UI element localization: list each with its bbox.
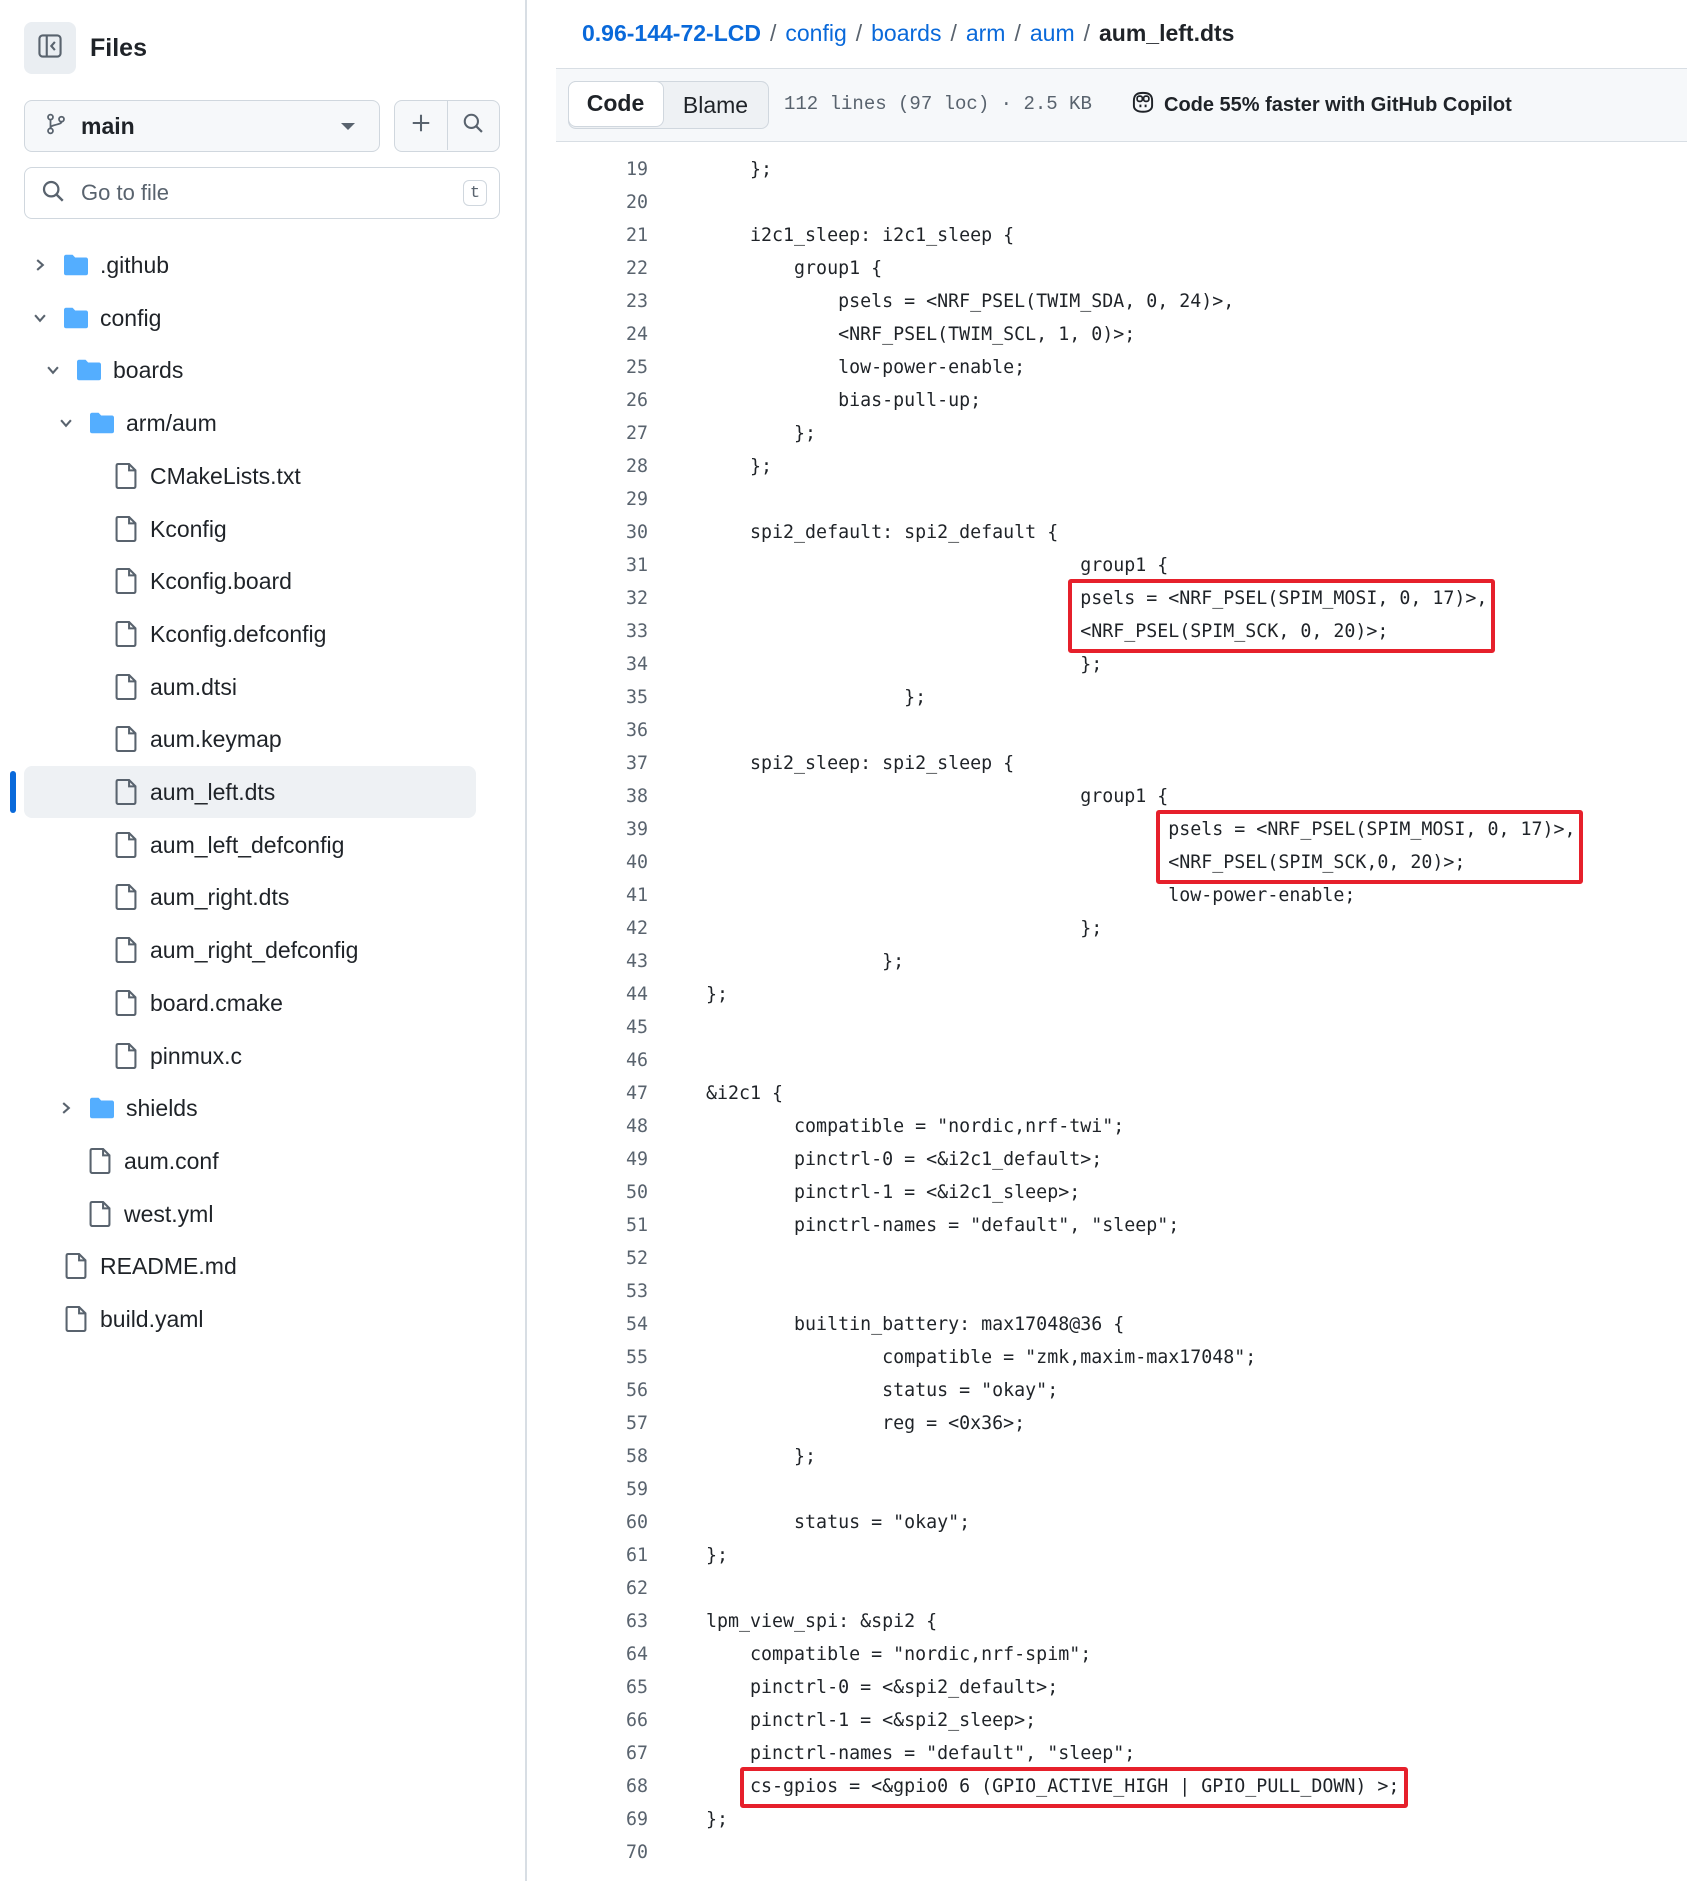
file-stats: 112 lines (97 loc) · 2.5 KB bbox=[784, 93, 1092, 115]
code-text: }; bbox=[706, 654, 1103, 675]
breadcrumb-link-arm[interactable]: arm bbox=[965, 19, 1006, 46]
code-line bbox=[556, 912, 1687, 945]
sidebar-title: Files bbox=[90, 33, 147, 62]
code-text: }; bbox=[706, 1809, 729, 1830]
code-line bbox=[556, 153, 1687, 186]
line-number[interactable]: 37 bbox=[625, 753, 648, 774]
tree-item-kconfig[interactable] bbox=[24, 503, 476, 555]
code-text: }; bbox=[706, 687, 927, 708]
code-line bbox=[556, 648, 1687, 681]
code-text: psels = <NRF_PSEL(SPIM_MOSI, 0, 17)>, bbox=[706, 588, 1488, 609]
tree-item-label: pinmux.c bbox=[150, 1042, 243, 1069]
line-number[interactable]: 69 bbox=[625, 1809, 648, 1830]
breadcrumb-separator: / bbox=[950, 19, 957, 46]
tree-item-boards[interactable] bbox=[24, 344, 476, 396]
code-text: pinctrl-1 = <&i2c1_sleep>; bbox=[706, 1182, 1081, 1203]
tree-item-label: aum.keymap bbox=[150, 726, 282, 753]
code-line bbox=[556, 714, 1687, 747]
tree-item-label: config bbox=[100, 304, 162, 331]
line-number[interactable]: 22 bbox=[625, 258, 648, 279]
tree-item-config[interactable] bbox=[24, 292, 476, 344]
breadcrumb-separator: / bbox=[769, 19, 777, 46]
line-number[interactable]: 31 bbox=[625, 555, 648, 576]
code-text: }; bbox=[706, 984, 729, 1005]
tree-item-arm-aum[interactable] bbox=[24, 397, 476, 449]
line-number[interactable]: 50 bbox=[625, 1182, 648, 1203]
chevron-down-icon[interactable] bbox=[30, 308, 50, 328]
file-icon bbox=[112, 778, 140, 806]
line-number[interactable]: 23 bbox=[625, 291, 648, 312]
code-view bbox=[556, 142, 1687, 1881]
search-icon bbox=[462, 112, 484, 139]
code-text: }; bbox=[706, 1545, 729, 1566]
line-number[interactable]: 67 bbox=[625, 1743, 648, 1764]
tree-item-shields[interactable] bbox=[24, 1082, 476, 1134]
add-file-button[interactable] bbox=[395, 101, 447, 150]
file-icon bbox=[112, 883, 140, 911]
line-number[interactable]: 62 bbox=[625, 1578, 648, 1599]
tree-item-aum-conf[interactable] bbox=[24, 1135, 476, 1187]
code-line bbox=[556, 945, 1687, 978]
line-number[interactable]: 29 bbox=[625, 489, 648, 510]
line-number[interactable]: 46 bbox=[625, 1050, 648, 1071]
file-icon bbox=[62, 1252, 90, 1280]
code-text: i2c1_sleep: i2c1_sleep { bbox=[706, 225, 1015, 246]
file-icon bbox=[112, 1042, 140, 1070]
code-line bbox=[556, 879, 1687, 912]
code-text: lpm_view_spi: &spi2 { bbox=[706, 1611, 938, 1632]
code-line bbox=[556, 1110, 1687, 1143]
breadcrumb-separator: / bbox=[855, 19, 863, 46]
line-number[interactable]: 39 bbox=[625, 819, 648, 840]
line-number[interactable]: 63 bbox=[625, 1611, 648, 1632]
code-line bbox=[556, 1341, 1687, 1374]
code-text: }; bbox=[706, 423, 817, 444]
code-line bbox=[556, 1671, 1687, 1704]
folder-icon bbox=[62, 251, 90, 279]
code-line bbox=[556, 219, 1687, 252]
line-number[interactable]: 21 bbox=[625, 225, 648, 246]
tree-item-aum-right-dts[interactable] bbox=[24, 871, 476, 923]
tree-item-label: aum_left.dts bbox=[150, 779, 276, 805]
tree-item-readme-md[interactable] bbox=[24, 1240, 476, 1292]
code-text: <NRF_PSEL(TWIM_SCL, 1, 0)>; bbox=[706, 324, 1136, 345]
line-number[interactable]: 61 bbox=[625, 1545, 648, 1566]
tree-item-label: aum.dtsi bbox=[150, 673, 237, 700]
tree-item-cmakelists-txt[interactable] bbox=[24, 450, 476, 502]
file-tree-sidebar bbox=[0, 0, 527, 1881]
tree-item-label: aum_left_defconfig bbox=[150, 831, 345, 858]
tree-item-label: boards bbox=[113, 357, 184, 384]
line-number[interactable]: 53 bbox=[625, 1281, 648, 1302]
tree-item-github[interactable] bbox=[24, 239, 476, 291]
file-icon bbox=[112, 936, 140, 964]
code-text: }; bbox=[706, 456, 773, 477]
code-text: group1 { bbox=[706, 258, 883, 279]
line-number[interactable]: 64 bbox=[625, 1644, 648, 1665]
file-icon bbox=[112, 620, 140, 648]
file-viewer bbox=[556, 0, 1687, 1881]
code-line bbox=[556, 417, 1687, 450]
code-line bbox=[556, 450, 1687, 483]
sidebar-collapse-icon bbox=[37, 33, 63, 64]
tree-item-aum-dtsi[interactable] bbox=[24, 661, 476, 713]
tab-blame[interactable]: Blame bbox=[682, 91, 749, 118]
code-text: }; bbox=[706, 918, 1103, 939]
code-text: spi2_sleep: spi2_sleep { bbox=[706, 753, 1015, 774]
file-icon bbox=[112, 989, 140, 1017]
code-text: spi2_default: spi2_default { bbox=[706, 522, 1059, 543]
git-branch-icon bbox=[45, 112, 67, 141]
tree-item-label: CMakeLists.txt bbox=[150, 462, 301, 489]
code-text: status = "okay"; bbox=[706, 1512, 971, 1533]
line-number[interactable]: 59 bbox=[625, 1479, 648, 1500]
tree-item-west-yml[interactable] bbox=[24, 1188, 476, 1240]
code-text: psels = <NRF_PSEL(TWIM_SDA, 0, 24)>, bbox=[706, 291, 1235, 312]
code-text: <NRF_PSEL(SPIM_SCK, 0, 20)>; bbox=[706, 621, 1389, 642]
code-text: compatible = "nordic,nrf-spim"; bbox=[706, 1644, 1092, 1665]
line-number[interactable]: 47 bbox=[625, 1083, 648, 1104]
code-text: pinctrl-names = "default", "sleep"; bbox=[706, 1743, 1136, 1764]
tree-item-label: arm/aum bbox=[126, 410, 217, 437]
code-line bbox=[556, 615, 1687, 648]
code-line bbox=[556, 285, 1687, 318]
code-text: &i2c1 { bbox=[706, 1083, 784, 1104]
line-number[interactable]: 68 bbox=[625, 1776, 648, 1797]
code-line bbox=[556, 582, 1687, 615]
code-text: }; bbox=[706, 1446, 817, 1467]
breadcrumb bbox=[582, 18, 1234, 48]
tree-item-kconfig-defconfig[interactable] bbox=[24, 608, 476, 660]
tree-item-label: README.md bbox=[100, 1253, 237, 1280]
line-number[interactable]: 27 bbox=[625, 423, 648, 444]
code-line bbox=[556, 1605, 1687, 1638]
tree-item-label: aum_right_defconfig bbox=[150, 937, 359, 964]
code-line bbox=[556, 1704, 1687, 1737]
line-number[interactable]: 70 bbox=[625, 1842, 648, 1863]
line-number[interactable]: 40 bbox=[625, 852, 648, 873]
code-line bbox=[556, 978, 1687, 1011]
line-number[interactable]: 33 bbox=[625, 621, 648, 642]
branch-selector-button[interactable] bbox=[24, 100, 380, 152]
search-code-button[interactable] bbox=[447, 101, 500, 150]
line-number[interactable]: 58 bbox=[625, 1446, 648, 1467]
code-text: compatible = "zmk,maxim-max17048"; bbox=[706, 1347, 1257, 1368]
line-number[interactable]: 57 bbox=[625, 1413, 648, 1434]
code-text: pinctrl-1 = <&spi2_sleep>; bbox=[706, 1710, 1037, 1731]
code-line bbox=[556, 1242, 1687, 1275]
breadcrumb-separator: / bbox=[1014, 19, 1021, 46]
code-line bbox=[556, 1143, 1687, 1176]
line-number[interactable]: 66 bbox=[625, 1710, 648, 1731]
code-text: pinctrl-names = "default", "sleep"; bbox=[706, 1215, 1180, 1236]
line-number[interactable]: 45 bbox=[625, 1017, 648, 1038]
breadcrumb-current-file: aum_left.dts bbox=[1099, 19, 1235, 46]
tab-code[interactable]: Code bbox=[568, 81, 664, 127]
chevron-down-icon[interactable] bbox=[43, 360, 63, 380]
branch-name: main bbox=[81, 112, 135, 139]
line-number[interactable]: 65 bbox=[625, 1677, 648, 1698]
code-line bbox=[556, 1374, 1687, 1407]
code-line bbox=[556, 747, 1687, 780]
search-icon bbox=[41, 179, 65, 208]
file-header-bar bbox=[556, 68, 1687, 142]
copilot-icon bbox=[1130, 90, 1156, 120]
code-line bbox=[556, 186, 1687, 219]
code-text: bias-pull-up; bbox=[706, 390, 982, 411]
code-line bbox=[556, 1638, 1687, 1671]
line-number[interactable]: 51 bbox=[625, 1215, 648, 1236]
code-text: cs-gpios = <&gpio0 6 (GPIO_ACTIVE_HIGH | GPIO_PULL_DOWN) >; bbox=[706, 1776, 1400, 1797]
line-number[interactable]: 26 bbox=[625, 390, 648, 411]
chevron-down-icon[interactable] bbox=[56, 413, 76, 433]
line-number[interactable]: 42 bbox=[625, 918, 648, 939]
code-text: }; bbox=[706, 159, 773, 180]
code-line bbox=[556, 549, 1687, 582]
code-text: pinctrl-0 = <&spi2_default>; bbox=[706, 1677, 1059, 1698]
code-line bbox=[556, 1836, 1687, 1869]
tree-item-aum-right-defconfig[interactable] bbox=[24, 924, 476, 976]
tree-item-aum-keymap[interactable] bbox=[24, 713, 476, 765]
sidebar-header bbox=[24, 20, 147, 76]
code-line bbox=[556, 516, 1687, 549]
tree-item-label: build.yaml bbox=[100, 1306, 204, 1332]
file-icon bbox=[86, 1200, 114, 1228]
tree-item-label: aum.conf bbox=[124, 1147, 219, 1174]
tree-item-label: Kconfig.board bbox=[150, 568, 292, 595]
view-mode-toggle bbox=[568, 81, 769, 129]
line-number[interactable]: 34 bbox=[625, 654, 648, 675]
code-line bbox=[556, 846, 1687, 879]
code-text: builtin_battery: max17048@36 { bbox=[706, 1314, 1125, 1335]
code-line bbox=[556, 1770, 1687, 1803]
code-text: group1 { bbox=[706, 786, 1169, 807]
line-number[interactable]: 55 bbox=[625, 1347, 648, 1368]
line-number[interactable]: 43 bbox=[625, 951, 648, 972]
line-number[interactable]: 44 bbox=[625, 984, 648, 1005]
code-line bbox=[556, 1440, 1687, 1473]
line-number[interactable]: 32 bbox=[625, 588, 648, 609]
code-line bbox=[556, 1044, 1687, 1077]
file-icon bbox=[62, 1305, 90, 1333]
tree-item-kconfig-board[interactable] bbox=[24, 555, 476, 607]
code-line bbox=[556, 681, 1687, 714]
code-text: pinctrl-0 = <&i2c1_default>; bbox=[706, 1149, 1103, 1170]
file-icon bbox=[112, 673, 140, 701]
tree-item-build-yaml[interactable] bbox=[24, 1293, 476, 1345]
copilot-promo-text: Code 55% faster with GitHub Copilot bbox=[1164, 93, 1512, 116]
code-line bbox=[556, 351, 1687, 384]
breadcrumb-separator: / bbox=[1083, 19, 1090, 46]
code-text: <NRF_PSEL(SPIM_SCK,0, 20)>; bbox=[706, 852, 1466, 873]
breadcrumb-link-config[interactable]: config bbox=[785, 19, 847, 46]
code-text: reg = <0x36>; bbox=[706, 1413, 1026, 1434]
code-line bbox=[556, 780, 1687, 813]
line-number[interactable]: 38 bbox=[625, 786, 648, 807]
code-line bbox=[556, 1803, 1687, 1836]
tree-item-label: Kconfig.defconfig bbox=[150, 620, 327, 647]
code-line bbox=[556, 1275, 1687, 1308]
code-line bbox=[556, 1473, 1687, 1506]
code-line bbox=[556, 1539, 1687, 1572]
go-to-file-search[interactable] bbox=[24, 167, 500, 219]
file-icon bbox=[112, 462, 140, 490]
tree-item-label: .github bbox=[100, 252, 170, 278]
code-line bbox=[556, 1209, 1687, 1242]
folder-icon bbox=[62, 304, 90, 332]
tree-item-board-cmake[interactable] bbox=[24, 977, 476, 1029]
code-text: }; bbox=[706, 951, 905, 972]
plus-icon bbox=[410, 112, 432, 139]
code-text: status = "okay"; bbox=[706, 1380, 1059, 1401]
code-line bbox=[556, 1737, 1687, 1770]
chevron-right-icon[interactable] bbox=[56, 1098, 76, 1118]
tree-item-aum-left-dts[interactable] bbox=[24, 766, 476, 818]
code-line bbox=[556, 1506, 1687, 1539]
code-line bbox=[556, 1308, 1687, 1341]
tree-item-label: aum_right.dts bbox=[150, 884, 290, 911]
line-number[interactable]: 24 bbox=[625, 324, 648, 345]
code-line bbox=[556, 384, 1687, 417]
code-line bbox=[556, 1176, 1687, 1209]
go-to-file-input[interactable] bbox=[79, 179, 423, 207]
copilot-promo-link[interactable] bbox=[1130, 89, 1512, 121]
line-number[interactable]: 30 bbox=[625, 522, 648, 543]
breadcrumb-root-link[interactable]: 0.96-144-72-LCD bbox=[582, 19, 761, 46]
tree-item-pinmux-c[interactable] bbox=[24, 1030, 476, 1082]
line-number[interactable]: 35 bbox=[625, 687, 648, 708]
code-line bbox=[556, 252, 1687, 285]
caret-down-icon bbox=[341, 123, 355, 130]
line-number[interactable]: 52 bbox=[625, 1248, 648, 1269]
file-icon bbox=[112, 567, 140, 595]
code-text: compatible = "nordic,nrf-twi"; bbox=[706, 1116, 1125, 1137]
file-icon bbox=[86, 1147, 114, 1175]
code-line bbox=[556, 1011, 1687, 1044]
folder-icon bbox=[75, 356, 103, 384]
tree-actions bbox=[394, 100, 500, 152]
code-line bbox=[556, 483, 1687, 516]
sidebar-collapse-button[interactable] bbox=[24, 22, 76, 74]
line-number[interactable]: 60 bbox=[625, 1512, 648, 1533]
line-number[interactable]: 20 bbox=[625, 192, 648, 213]
keyboard-shortcut-hint: t bbox=[463, 180, 487, 206]
folder-icon bbox=[88, 1094, 116, 1122]
breadcrumb-link-boards[interactable]: boards bbox=[871, 19, 942, 46]
code-text: psels = <NRF_PSEL(SPIM_MOSI, 0, 17)>, bbox=[706, 819, 1576, 840]
line-number[interactable]: 28 bbox=[625, 456, 648, 477]
code-text: group1 { bbox=[706, 555, 1169, 576]
code-text: low-power-enable; bbox=[706, 357, 1026, 378]
line-number[interactable]: 56 bbox=[625, 1380, 648, 1401]
line-number[interactable]: 25 bbox=[625, 357, 648, 378]
line-number[interactable]: 41 bbox=[625, 885, 648, 906]
tree-item-label: west.yml bbox=[124, 1200, 214, 1227]
line-number[interactable]: 49 bbox=[625, 1149, 648, 1170]
line-number[interactable]: 36 bbox=[625, 720, 648, 741]
selected-item-indicator bbox=[10, 771, 16, 813]
tree-item-label: shields bbox=[126, 1095, 198, 1122]
code-line bbox=[556, 1077, 1687, 1110]
file-icon bbox=[112, 515, 140, 543]
folder-icon bbox=[88, 409, 116, 437]
breadcrumb-link-aum[interactable]: aum bbox=[1029, 19, 1075, 46]
code-line bbox=[556, 318, 1687, 351]
file-icon bbox=[112, 831, 140, 859]
line-number[interactable]: 48 bbox=[625, 1116, 648, 1137]
code-line bbox=[556, 1407, 1687, 1440]
code-line bbox=[556, 813, 1687, 846]
code-text: low-power-enable; bbox=[706, 885, 1356, 906]
tree-item-label: board.cmake bbox=[150, 989, 283, 1016]
code-line bbox=[556, 1572, 1687, 1605]
tree-item-aum-left-defconfig[interactable] bbox=[24, 819, 476, 871]
line-number[interactable]: 19 bbox=[625, 159, 648, 180]
tree-item-label: Kconfig bbox=[150, 515, 227, 542]
chevron-right-icon[interactable] bbox=[30, 255, 50, 275]
file-icon bbox=[112, 725, 140, 753]
line-number[interactable]: 54 bbox=[625, 1314, 648, 1335]
